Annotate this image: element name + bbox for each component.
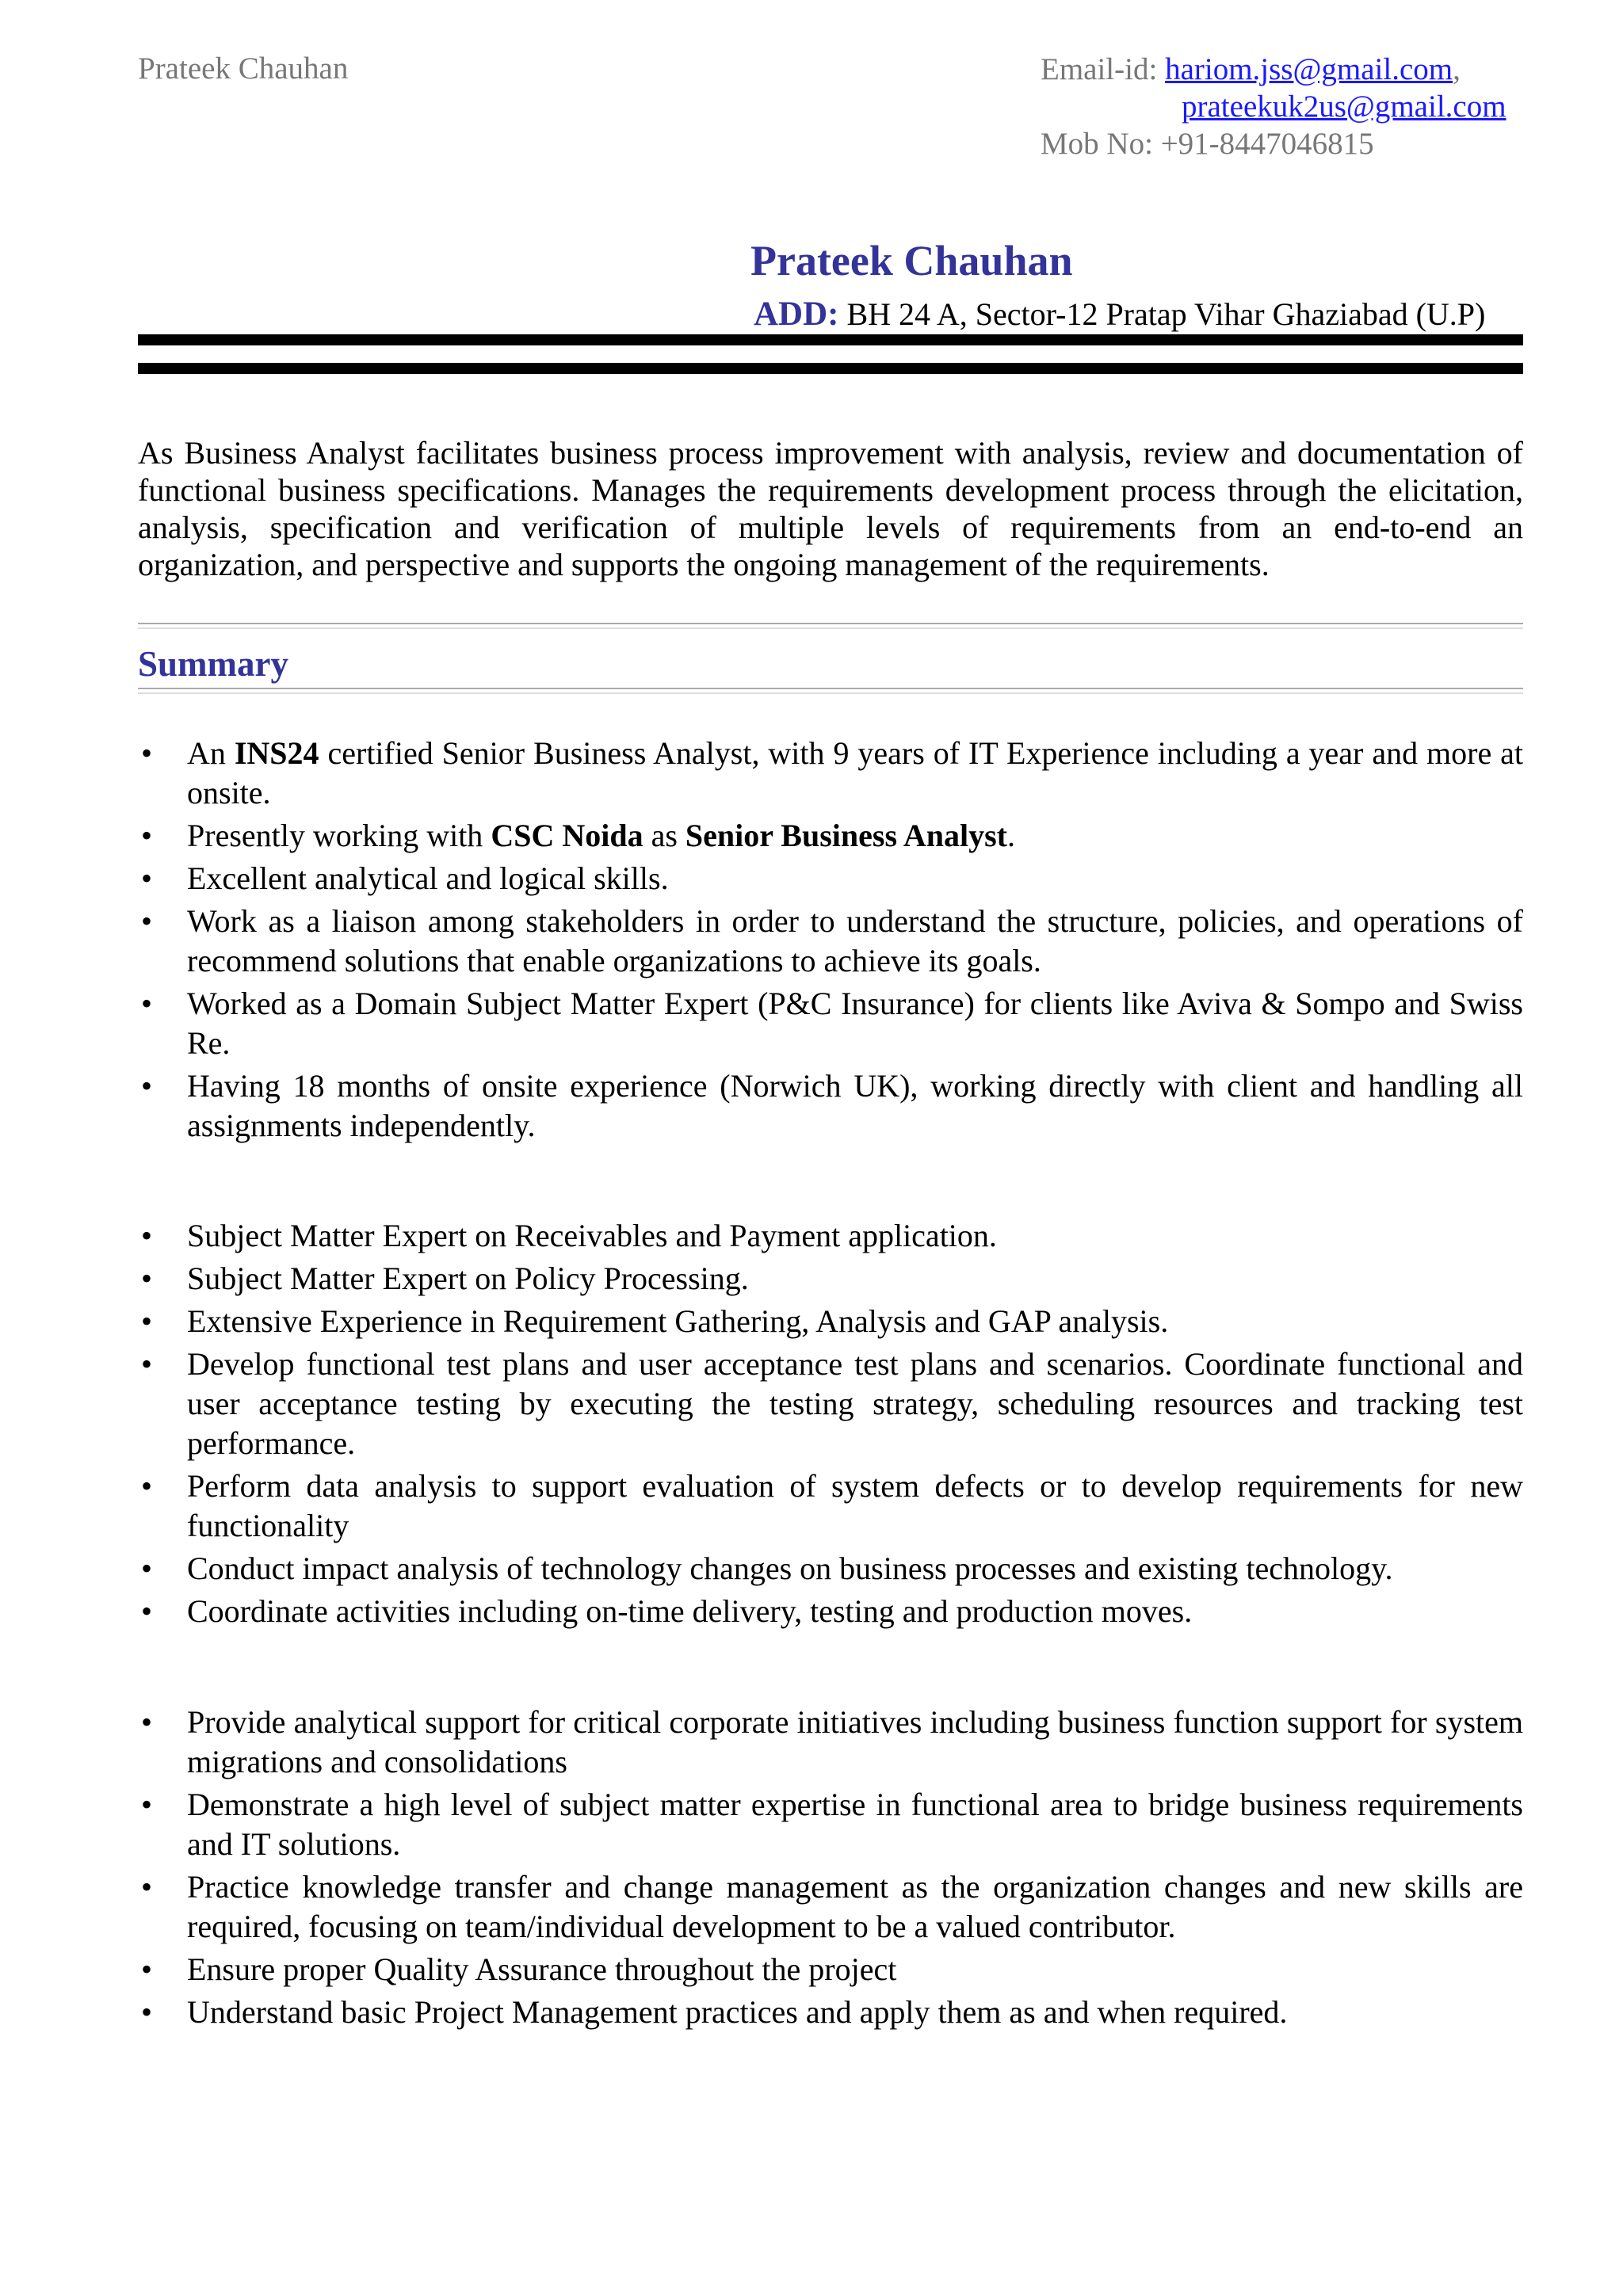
address-label: ADD: [754, 296, 839, 333]
summary-divider-bottom [138, 688, 1523, 694]
item-bold: INS24 [234, 735, 319, 771]
item-text: . [1006, 818, 1015, 853]
header-name: Prateek Chauhan [138, 51, 349, 86]
header-rule-top [138, 334, 1523, 345]
item-text: Presently working with [187, 818, 491, 853]
item-text: An [187, 735, 235, 771]
list-item: • Having 18 months of onsite experience (Norwich UK), working directly with client and handling all assignments independently. [138, 1066, 1523, 1146]
list-item: • Subject Matter Expert on Policy Processing. [138, 1259, 1523, 1299]
summary-heading: Summary [138, 644, 288, 684]
list-item: • Perform data analysis to support evaluation of system defects or to develop requirements for new functionality [138, 1466, 1523, 1546]
email-row-2 [1041, 88, 1507, 125]
email-row [1041, 51, 1507, 88]
list-item: • Provide analytical support for critical corporate initiatives including business function support for system migrations and consolidations [138, 1703, 1523, 1782]
contact-block [1041, 51, 1507, 162]
list-item: • Worked as a Domain Subject Matter Expert (P&C Insurance) for clients like Aviva & Sompo and Swiss Re. [138, 984, 1523, 1063]
summary-list [138, 734, 1523, 1149]
list-item: • Develop functional test plans and user acceptance test plans and scenarios. Coordinate functional and user acceptance testing by executing the testing strategy, scheduling resources and tracking test performance. [138, 1344, 1523, 1463]
responsibilities-list [138, 1703, 1523, 2035]
mobile-number: +91-8447046815 [1160, 127, 1374, 161]
item-bold: CSC Noida [491, 818, 643, 853]
list-item: • Work as a liaison among stakeholders in order to understand the structure, policies, and operations of recommend solutions that enable organizations to achieve its goals. [138, 902, 1523, 981]
mobile-row [1041, 125, 1507, 162]
item-text: certified Senior Business Analyst, with 9 years of IT Experience including a year and more at onsite. [187, 735, 1524, 810]
summary-divider-top [138, 623, 1523, 629]
list-item: • Subject Matter Expert on Receivables and Payment application. [138, 1216, 1523, 1256]
list-item: • Demonstrate a high level of subject matter expertise in functional area to bridge business requirements and IT solutions. [138, 1785, 1523, 1864]
list-item: • Practice knowledge transfer and change management as the organization changes and new skills are required, focusing on team/individual development to be a valued contributor. [138, 1867, 1523, 1947]
address-text: BH 24 A, Sector-12 Pratap Vihar Ghaziabad (U.P) [838, 296, 1486, 332]
list-item: • Excellent analytical and logical skills. [138, 859, 1523, 898]
address-line [754, 295, 1485, 334]
email-link-2[interactable]: prateekuk2us@gmail.com [1182, 90, 1507, 124]
intro-paragraph: As Business Analyst facilitates business process improvement with analysis, review and documentation of functional business specifications. Manages the requirements development process through the elicitation, analysis, specification and verification of multiple levels of requirements from an end-to-end an organization, and perspective and supports the ongoing management of the requirements. [138, 435, 1523, 582]
header-rule-bottom [138, 363, 1523, 374]
list-item [138, 734, 1523, 813]
email-link-1[interactable]: hariom.jss@gmail.com [1165, 52, 1453, 86]
expertise-list [138, 1216, 1523, 1634]
item-bold: Senior Business Analyst [685, 818, 1007, 853]
email-label: Email-id: [1041, 52, 1166, 86]
list-item: • Coordinate activities including on-time delivery, testing and production moves. [138, 1592, 1523, 1631]
mobile-label: Mob No: [1041, 127, 1161, 161]
list-item: • Understand basic Project Management practices and apply them as and when required. [138, 1993, 1523, 2032]
list-item: • Extensive Experience in Requirement Gathering, Analysis and GAP analysis. [138, 1302, 1523, 1341]
list-item [138, 816, 1523, 856]
list-item: • Ensure proper Quality Assurance throughout the project [138, 1950, 1523, 1989]
resume-title: Prateek Chauhan [750, 237, 1073, 284]
list-item: • Conduct impact analysis of technology changes on business processes and existing technology. [138, 1549, 1523, 1589]
email-separator: , [1453, 52, 1461, 86]
item-text: as [643, 818, 685, 853]
